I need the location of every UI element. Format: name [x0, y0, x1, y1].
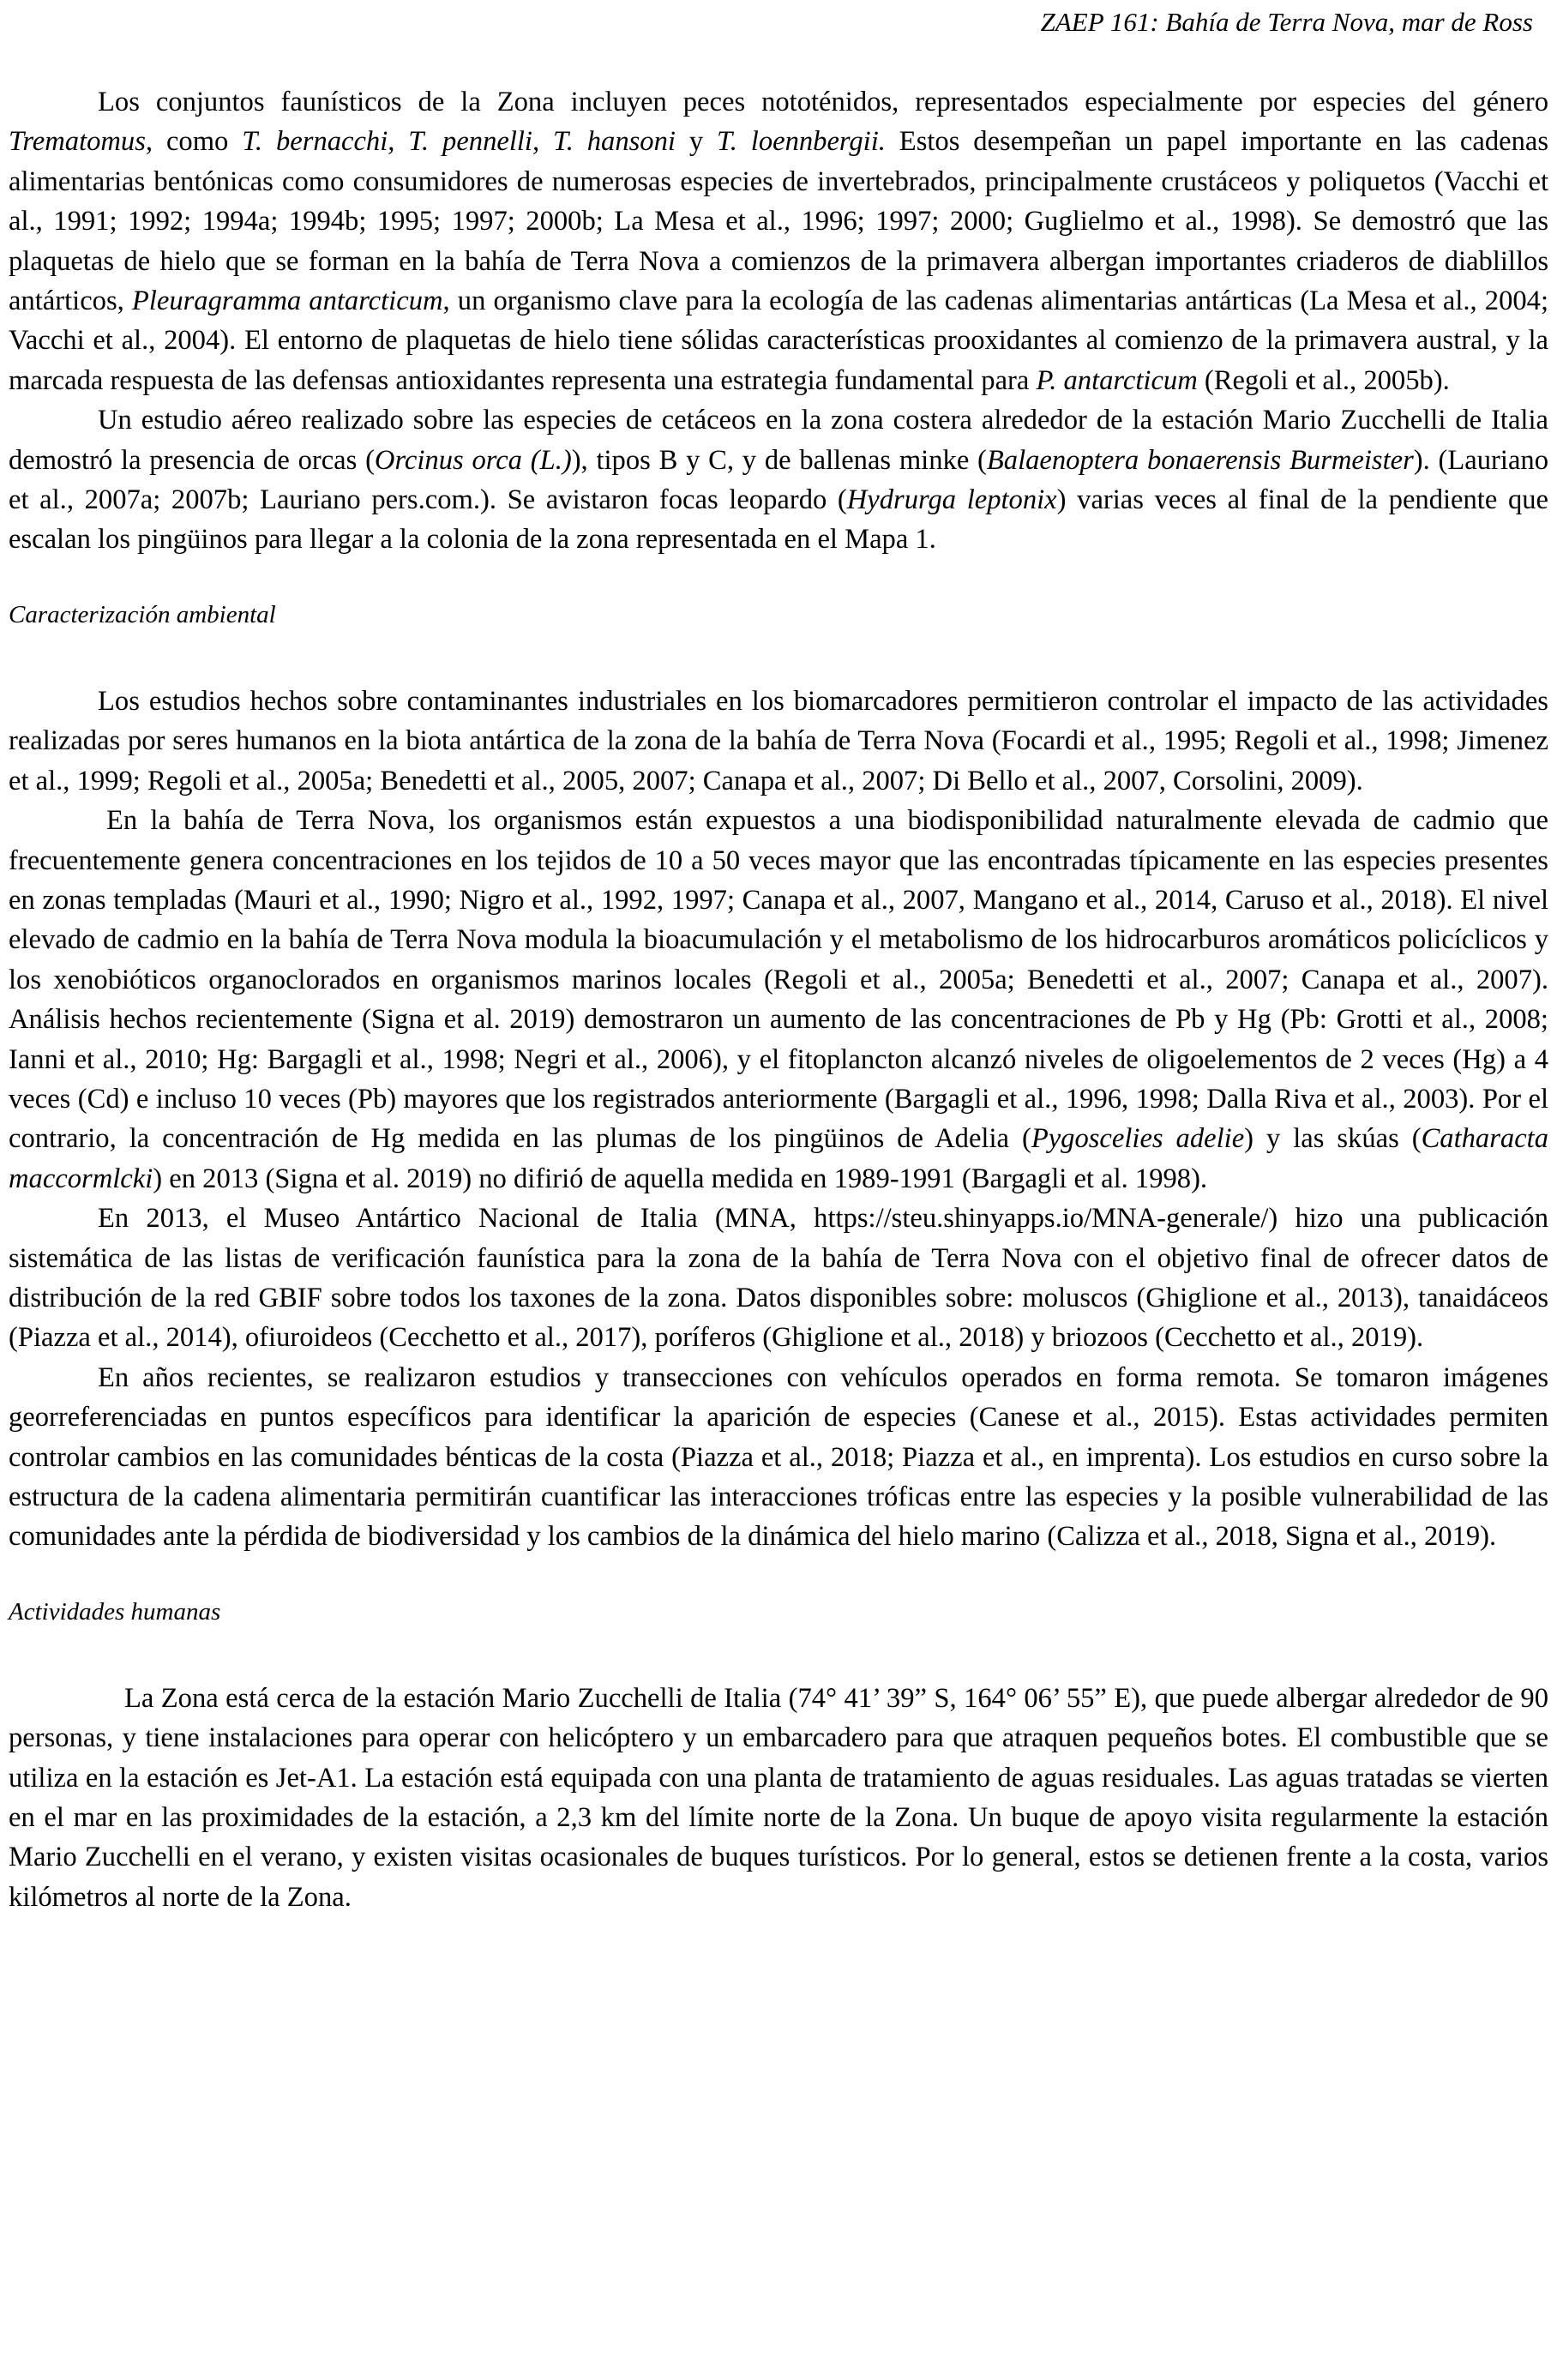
- scientific-name: T. bernacchi, T. pennelli, T. hansoni: [242, 126, 676, 158]
- running-header: ZAEP 161: Bahía de Terra Nova, mar de Ross: [1040, 7, 1533, 37]
- scientific-name: Pleuragramma antarcticum: [131, 285, 443, 317]
- scientific-name: P. antarcticum: [1036, 364, 1198, 396]
- scientific-name: Pygoscelies adelie: [1031, 1123, 1245, 1155]
- section-heading-environment: Caracterización ambiental: [9, 600, 276, 628]
- paragraph-cadmium: En la bahía de Terra Nova, los organismos están expuestos a una biodisponibilidad naturalmente elevada de cadmio que frecuentemente genera concentraciones en los tejidos de 10 a 50 veces mayor que las encontradas típicamente en las especies presentes en zonas templadas (Mauri et al., 1990; Nigro et al., 1992, 1997; Canapa et al., 2007, Mangano et al., 2014, Caruso et al., 2018). El nivel elevado de cadmio en la bahía de Terra Nova modula la bioacumulación y el metabolismo de los hidrocarburos aromáticos policíclicos y los xenobióticos organoclorados en organismos marinos locales (Regoli et al., 2005a; Benedetti et al., 2007; Canapa et al., 2007). Análisis hechos recientemente (Signa et al. 2019) demostraron un aumento de las concentraciones de Pb y Hg (Pb: Grotti et al., 2008; Ianni et al., 2010; Hg: Bargagli et al., 1998; Negri et al., 2006), y el fitoplancton alcanzó niveles de oligoelementos de 2 veces (Hg) a 4 veces (Cd) e incluso 10 veces (Pb) mayores que los registrados anteriormente (Bargagli et al., 1996, 1998; Dalla Riva et al., 2003). Por el contrario, la concentración de Hg medida en las plumas de los pingüinos de Adelia (Pygoscelies adelie) y las skúas (Catharacta maccormlcki) en 2013 (Signa et al. 2019) no difirió de aquella medida en 1989-1991 (Bargagli et al. 1998).: [9, 805, 1548, 1194]
- section-heading-human-activities: Actividades humanas: [9, 1597, 221, 1626]
- scientific-name: T. loennbergii.: [717, 126, 886, 158]
- paragraph-cetaceans: Un estudio aéreo realizado sobre las especies de cetáceos en la zona costera alrededor de la estación Mario Zucchelli de Italia demostró la presencia de orcas (Orcinus orca (L.)), tipos B y C, y de ballenas minke (Balaenoptera bonaerensis Burmeister). (Lauriano et al., 2007a; 2007b; Lauriano pers.com.). Se avistaron focas leopardo (Hydrurga leptonix) varias veces al final de la pendiente que escalan los pingüinos para llegar a la colonia de la zona representada en el Mapa 1.: [9, 405, 1548, 556]
- paragraph-rov-studies: En años recientes, se realizaron estudios y transecciones con vehículos operados en forma remota. Se tomaron imágenes georreferenciadas en puntos específicos para identificar la aparición de especies (Canese et al., 2015). Estas actividades permiten controlar cambios en las comunidades bénticas de la costa (Piazza et al., 2018; Piazza et al., en imprenta). Los estudios en curso sobre la estructura de la cadena alimentaria permitirán cuantificar las interacciones tróficas entre las especies y la posible vulnerabilidad de las comunidades ante la pérdida de biodiversidad y los cambios de la dinámica del hielo marino (Calizza et al., 2018, Signa et al., 2019).: [9, 1361, 1548, 1553]
- paragraph-mna-checklists: En 2013, el Museo Antártico Nacional de Italia (MNA, https://steu.shinyapps.io/MNA-generale/) hizo una publicación sistemática de las listas de verificación faunística para la zona de la bahía de Terra Nova con el objetivo final de ofrecer datos de distribución de la red GBIF sobre todos los taxones de la zona. Datos disponibles sobre: moluscos (Ghiglione et al., 2013), tanaidáceos (Piazza et al., 2014), ofiuroideos (Cecchetto et al., 2017), poríferos (Ghiglione et al., 2018) y briozoos (Cecchetto et al., 2019).: [9, 1203, 1548, 1354]
- scientific-name: Hydrurga leptonix: [846, 484, 1057, 516]
- scientific-name: Catharacta maccormlcki: [9, 1123, 1548, 1194]
- scientific-name: Orcinus orca (L.): [374, 444, 572, 476]
- paragraph-contaminants: Los estudios hechos sobre contaminantes industriales en los biomarcadores permitieron controlar el impacto de las actividades realizadas por seres humanos en la biota antártica de la zona de la bahía de Terra Nova (Focardi et al., 1995; Regoli et al., 1998; Jimenez et al., 1999; Regoli et al., 2005a; Benedetti et al., 2005, 2007; Canapa et al., 2007; Di Bello et al., 2007, Corsolini, 2009).: [9, 685, 1548, 796]
- scientific-name: Trematomus: [9, 126, 146, 158]
- paragraph-fish-assemblages: Los conjuntos faunísticos de la Zona incluyen peces nototénidos, representados especialmente por especies del género Trematomus, como T. bernacchi, T. pennelli, T. hansoni y T. loennbergii. Estos desempeñan un papel importante en las cadenas alimentarias bentónicas como consumidores de numerosas especies de invertebrados, principalmente crustáceos y poliquetos (Vacchi et al., 1991; 1992; 1994a; 1994b; 1995; 1997; 2000b; La Mesa et al., 1996; 1997; 2000; Guglielmo et al., 1998). Se demostró que las plaquetas de hielo que se forman en la bahía de Terra Nova a comienzos de la primavera albergan importantes criaderos de diablillos antárticos, Pleuragramma antarcticum, un organismo clave para la ecología de las cadenas alimentarias antárticas (La Mesa et al., 2004; Vacchi et al., 2004). El entorno de plaquetas de hielo tiene sólidas características prooxidantes al comienzo de la primavera austral, y la marcada respuesta de las defensas antioxidantes representa una estrategia fundamental para P. antarcticum (Regoli et al., 2005b).: [9, 87, 1548, 396]
- scientific-name: Balaenoptera bonaerensis Burmeister: [986, 444, 1414, 476]
- paragraph-station: La Zona está cerca de la estación Mario Zucchelli de Italia (74° 41’ 39” S, 164° 06’ 55” E), que puede albergar alrededor de 90 personas, y tiene instalaciones para operar con helicóptero y un embarcadero para que atraquen pequeños botes. El combustible que se utiliza en la estación es Jet-A1. La estación está equipada con una planta de tratamiento de aguas residuales. Las aguas tratadas se vierten en el mar en las proximidades de la estación, a 2,3 km del límite norte de la Zona. Un buque de apoyo visita regularmente la estación Mario Zucchelli en el verano, y existen visitas ocasionales de buques turísticos. Por lo general, estos se detienen frente a la costa, varios kilómetros al norte de la Zona.: [9, 1682, 1548, 1913]
- document-body: [9, 82, 1548, 1917]
